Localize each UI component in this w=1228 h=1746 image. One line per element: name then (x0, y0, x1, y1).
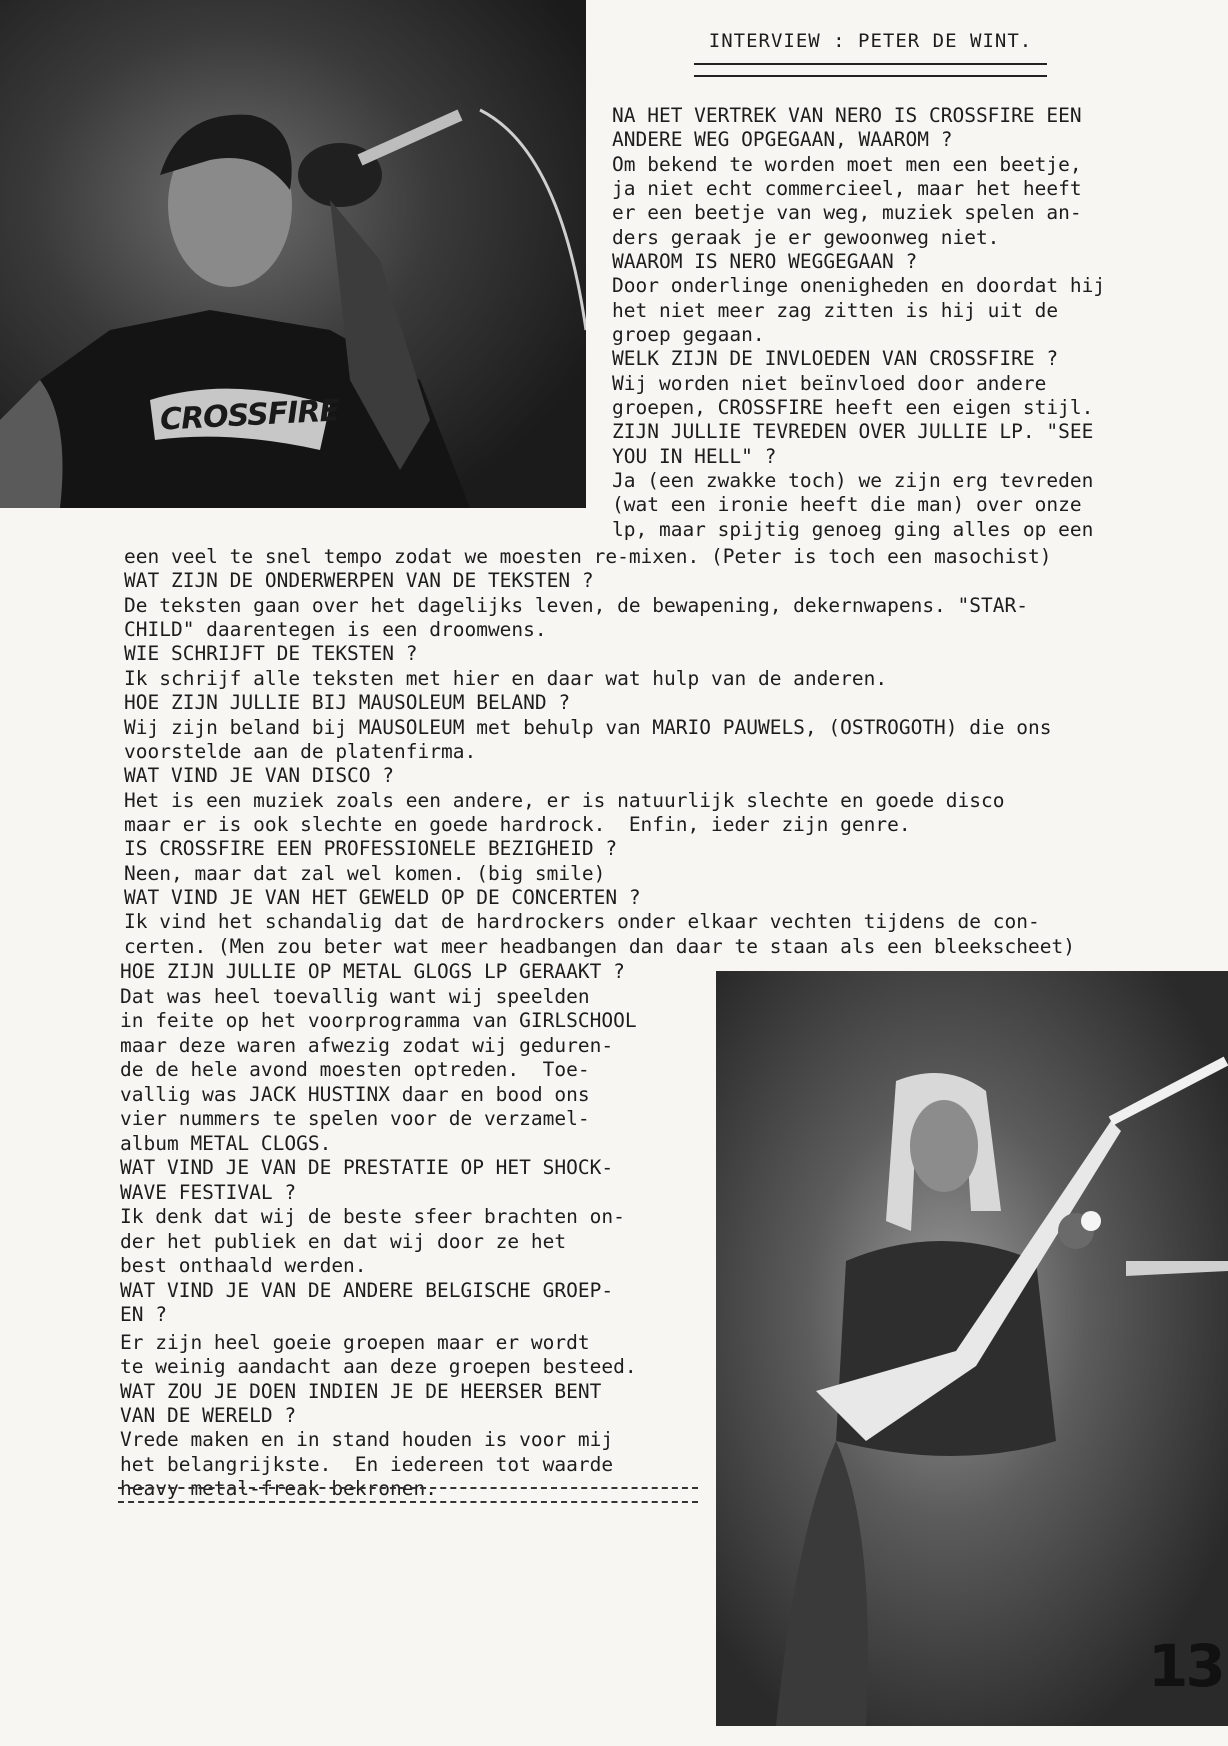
text-line: EN ? (120, 1303, 167, 1326)
text-line: maar er is ook slechte en goede hardrock. Enfin, ieder zijn genre. (124, 813, 911, 836)
text-line: Ik schrijf alle teksten met hier en daar wat hulp van de anderen. (124, 667, 888, 690)
text-line: WIE SCHRIJFT DE TEKSTEN ? (124, 642, 418, 665)
photo-singer (0, 0, 586, 508)
text-line: het niet meer zag zitten is hij uit de (612, 299, 1059, 322)
text-line: YOU IN HELL" ? (612, 445, 777, 468)
text-line: het belangrijkste. En iedereen tot waarde (120, 1453, 614, 1476)
photo-guitarist (716, 971, 1228, 1726)
text-line: Dat was heel toevallig want wij speelden (120, 985, 590, 1008)
text-line: er een beetje van weg, muziek spelen an- (612, 201, 1082, 224)
text-line: Ja (een zwakke toch) we zijn erg tevreden (612, 469, 1094, 492)
text-line: Door onderlinge onenigheden en doordat hij (612, 274, 1106, 297)
text-line: certen. (Men zou beter wat meer headbangen dan daar te staan als een bleekscheet) (124, 935, 1075, 958)
text-line: ZIJN JULLIE TEVREDEN OVER JULLIE LP. "SEE (612, 420, 1094, 443)
guitarist-illustration (716, 971, 1228, 1726)
text-line: Neen, maar dat zal wel komen. (big smile) (124, 862, 606, 885)
text-line: Ik vind het schandalig dat de hardrockers onder elkaar vechten tijdens de con- (124, 910, 1040, 933)
text-line: groep gegaan. (612, 323, 765, 346)
text-line: De teksten gaan over het dagelijks leven, de bewapening, dekernwapens. "STAR- (124, 594, 1028, 617)
text-line: te weinig aandacht aan deze groepen besteed. (120, 1355, 637, 1378)
text-line: WAT VIND JE VAN HET GEWELD OP DE CONCERTEN ? (124, 886, 641, 909)
text-line: WAAROM IS NERO WEGGEGAAN ? (612, 250, 918, 273)
text-line: vallig was JACK HUSTINX daar en bood ons (120, 1083, 590, 1106)
text-line: ja niet echt commercieel, maar het heeft (612, 177, 1082, 200)
text-line: Wij worden niet beïnvloed door andere (612, 372, 1047, 395)
text-line: album METAL CLOGS. (120, 1132, 332, 1155)
text-line: IS CROSSFIRE EEN PROFESSIONELE BEZIGHEID ? (124, 837, 618, 860)
page-title: INTERVIEW : PETER DE WINT. (708, 30, 1033, 52)
text-line: vier nummers te spelen voor de verzamel- (120, 1107, 590, 1130)
text-line: in feite op het voorprogramma van GIRLSCHOOL (120, 1009, 637, 1032)
text-line: HOE ZIJN JULLIE OP METAL GLOGS LP GERAAKT ? (120, 960, 625, 983)
text-line: (wat een ironie heeft die man) over onze (612, 493, 1082, 516)
text-line: maar deze waren afwezig zodat wij geduren- (120, 1034, 614, 1057)
text-line: Het is een muziek zoals een andere, er is natuurlijk slechte en goede disco (124, 789, 1005, 812)
text-line: WELK ZIJN DE INVLOEDEN VAN CROSSFIRE ? (612, 347, 1059, 370)
text-line: WAT VIND JE VAN DE PRESTATIE OP HET SHOCK- (120, 1156, 614, 1179)
text-line: lp, maar spijtig genoeg ging alles op een (612, 518, 1094, 541)
text-line: WAT VIND JE VAN DE ANDERE BELGISCHE GROEP- (120, 1279, 614, 1302)
text-line: WAT ZIJN DE ONDERWERPEN VAN DE TEKSTEN ? (124, 569, 594, 592)
text-line: Om bekend te worden moet men een beetje, (612, 153, 1082, 176)
text-line: voorstelde aan de platenfirma. (124, 740, 477, 763)
text-line: Vrede maken en in stand houden is voor mij (120, 1428, 614, 1451)
text-line: best onthaald werden. (120, 1254, 367, 1277)
text-line: WAT ZOU JE DOEN INDIEN JE DE HEERSER BENT (120, 1380, 602, 1403)
text-line: ders geraak je er gewoonweg niet. (612, 226, 1000, 249)
text-line: groepen, CROSSFIRE heeft een eigen stijl. (612, 396, 1094, 419)
text-line: HOE ZIJN JULLIE BIJ MAUSOLEUM BELAND ? (124, 691, 571, 714)
text-line: NA HET VERTREK VAN NERO IS CROSSFIRE EEN (612, 104, 1082, 127)
text-line: WAT VIND JE VAN DISCO ? (124, 764, 395, 787)
text-line: Wij zijn beland bij MAUSOLEUM met behulp van MARIO PAUWELS, (OSTROGOTH) die ons (124, 716, 1052, 739)
text-line: WAVE FESTIVAL ? (120, 1181, 297, 1204)
shirt-logo: CROSSFIRE (159, 393, 340, 438)
text-line: Ik denk dat wij de beste sfeer brachten on- (120, 1205, 625, 1228)
text-line: de de hele avond moesten optreden. Toe- (120, 1058, 590, 1081)
text-line: Er zijn heel goeie groepen maar er wordt (120, 1331, 590, 1354)
text-line: ANDERE WEG OPGEGAAN, WAAROM ? (612, 128, 953, 151)
text-line: CHILD" daarentegen is een droomwens. (124, 618, 547, 641)
text-line: VAN DE WERELD ? (120, 1404, 297, 1427)
singer-illustration (0, 0, 586, 508)
end-divider (118, 1487, 698, 1503)
text-line: een veel te snel tempo zodat we moesten re-mixen. (Peter is toch een masochist) (124, 545, 1052, 568)
title-underline (694, 63, 1047, 77)
page-number: 13 (1148, 1632, 1223, 1700)
text-line: heavy metal-freak bekronen. (120, 1477, 437, 1500)
text-line: der het publiek en dat wij door ze het (120, 1230, 567, 1253)
